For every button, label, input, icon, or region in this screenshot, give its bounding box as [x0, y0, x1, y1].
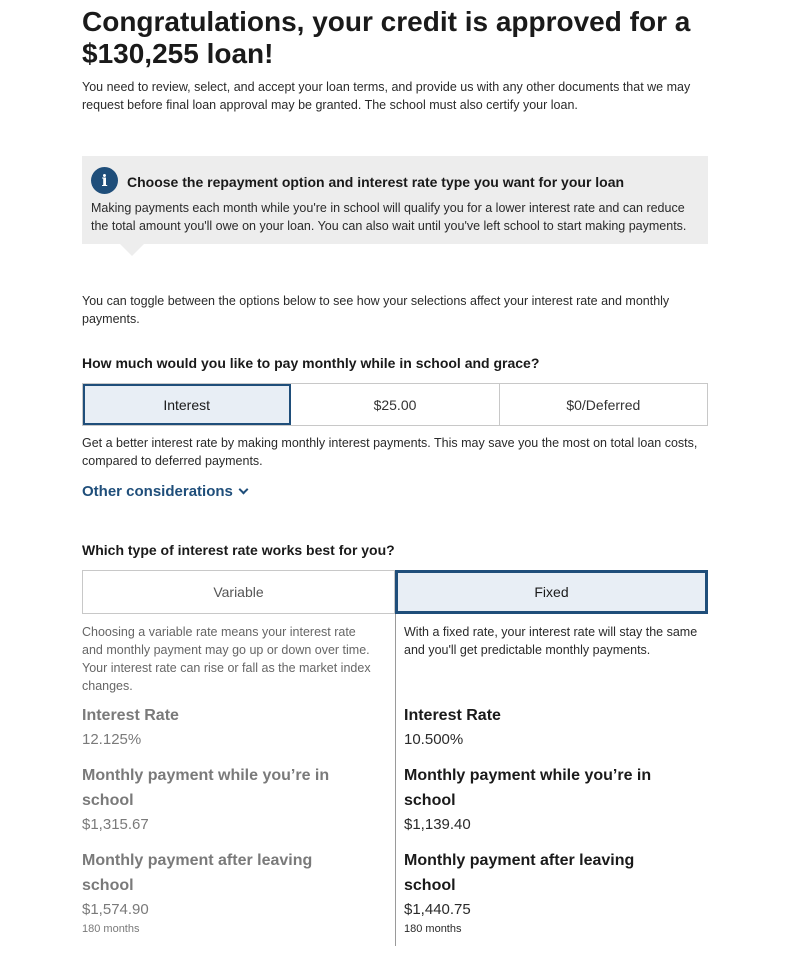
rate-type-group	[82, 570, 708, 614]
variable-in-school-payment	[82, 763, 352, 836]
info-icon: i	[91, 167, 118, 194]
fixed-in-school-label: Monthly payment while you’re in school	[404, 767, 652, 809]
rate-option-fixed[interactable]: Fixed	[395, 570, 708, 614]
toggle-note: You can toggle between the options below to see how your selections affect your interest rate and monthly payments.	[82, 294, 670, 326]
other-considerations-link[interactable]	[82, 483, 247, 500]
fixed-after-label: Monthly payment after leaving school	[404, 852, 635, 894]
info-body: Making payments each month while you're in school will qualify you for a lower interest rate and can reduce the total amount you'll owe on your loan. You can also wait until you've left school to start making payments.	[91, 201, 687, 233]
fixed-after-school-payment	[404, 848, 664, 937]
fixed-interest-rate	[404, 703, 501, 751]
variable-in-school-label: Monthly payment while you’re in school	[82, 767, 330, 809]
payment-option-group	[82, 383, 708, 426]
fixed-rate-column	[404, 623, 704, 935]
variable-interest-rate-value: 12.125%	[82, 731, 142, 748]
variable-term: 180 months	[82, 923, 140, 935]
variable-after-value: $1,574.90	[82, 901, 149, 918]
other-considerations-label: Other considerations	[82, 483, 233, 500]
fixed-description: With a fixed rate, your interest rate will stay the same and you'll get predictable monthly payments.	[404, 625, 698, 657]
page-title: Congratulations, your credit is approved for a $130,255 loan!	[82, 6, 691, 69]
intro-text: You need to review, select, and accept your loan terms, and provide us with any other documents that we may request before final loan approval may be granted. The school must also certify your loan.	[82, 80, 691, 112]
column-divider	[395, 614, 396, 946]
variable-in-school-value: $1,315.67	[82, 816, 149, 833]
fixed-interest-rate-label: Interest Rate	[404, 707, 501, 724]
variable-after-label: Monthly payment after leaving school	[82, 852, 313, 894]
payment-option-description: Get a better interest rate by making monthly interest payments. This may save you the most on total loan costs, compared to deferred payments.	[82, 436, 698, 468]
payment-option-deferred[interactable]: $0/Deferred	[500, 384, 707, 425]
payment-option-interest[interactable]: Interest	[83, 384, 291, 425]
rate-question: Which type of interest rate works best for you?	[82, 542, 395, 558]
payment-question: How much would you like to pay monthly while in school and grace?	[82, 355, 540, 371]
variable-rate-column	[82, 623, 380, 935]
variable-interest-rate-label: Interest Rate	[82, 707, 179, 724]
fixed-term: 180 months	[404, 923, 462, 935]
variable-interest-rate	[82, 703, 179, 751]
variable-description: Choosing a variable rate means your interest rate and monthly payment may go up or down over time. Your interest rate can rise or fall as the market index changes.	[82, 625, 371, 693]
info-heading: Choose the repayment option and interest rate type you want for your loan	[127, 174, 625, 190]
fixed-in-school-value: $1,139.40	[404, 816, 471, 833]
info-box-pointer	[120, 244, 144, 256]
info-box	[82, 156, 708, 244]
fixed-interest-rate-value: 10.500%	[404, 731, 464, 748]
fixed-in-school-payment	[404, 763, 674, 836]
payment-option-25[interactable]: $25.00	[291, 384, 499, 425]
fixed-after-value: $1,440.75	[404, 901, 471, 918]
variable-after-school-payment	[82, 848, 342, 937]
rate-option-variable[interactable]: Variable	[82, 570, 395, 614]
chevron-down-icon	[238, 485, 248, 495]
